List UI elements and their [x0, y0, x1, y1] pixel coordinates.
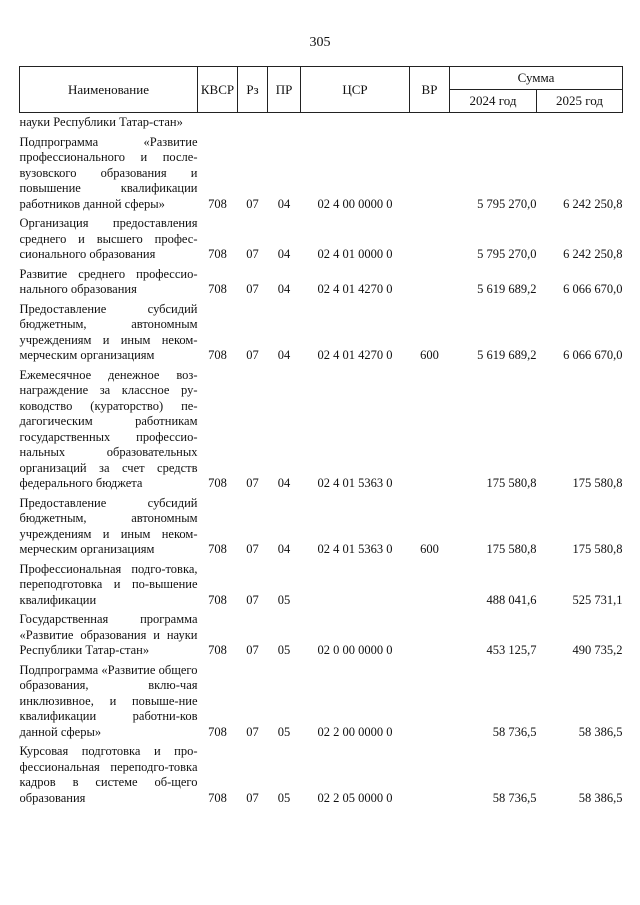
cell-amount-2024	[450, 113, 537, 135]
cell-kvsr: 708	[208, 724, 227, 739]
cell-rz: 07	[246, 592, 259, 607]
cell-kvsr	[198, 113, 238, 135]
header-kvsr: КВСР	[198, 67, 238, 113]
table-body	[20, 113, 623, 811]
cell-name: науки Республики Татар-стан»	[19, 115, 183, 129]
table-row	[20, 612, 623, 663]
table-row	[20, 267, 623, 302]
cell-rz: 07	[246, 724, 259, 739]
cell-csr: 02 4 01 0000 0	[317, 247, 393, 261]
cell-vr	[410, 113, 450, 135]
cell-amount-2024: 175 580,8	[486, 476, 537, 490]
header-year-2024: 2024 год	[450, 90, 537, 113]
header-pr: ПР	[268, 67, 301, 113]
cell-amount-2025: 175 580,8	[572, 476, 623, 490]
table-row	[20, 113, 623, 135]
cell-pr: 05	[277, 724, 291, 739]
cell-csr: 02 4 01 4270 0	[317, 348, 393, 362]
cell-pr: 04	[277, 196, 291, 211]
table-row	[20, 496, 623, 562]
cell-vr	[410, 562, 450, 613]
cell-csr	[301, 562, 410, 613]
cell-pr: 04	[277, 247, 291, 261]
cell-rz: 07	[246, 790, 259, 805]
cell-csr	[301, 113, 410, 135]
cell-pr: 05	[277, 643, 291, 657]
cell-csr: 02 4 01 5363 0	[317, 542, 393, 556]
cell-vr	[410, 368, 450, 496]
cell-vr: 600	[420, 542, 439, 556]
cell-rz	[238, 113, 268, 135]
cell-amount-2025: 6 242 250,8	[563, 196, 623, 211]
cell-amount-2024: 488 041,6	[486, 592, 537, 607]
cell-amount-2025: 6 242 250,8	[563, 247, 623, 261]
cell-kvsr: 708	[208, 348, 227, 362]
cell-csr: 02 4 01 4270 0	[317, 282, 393, 296]
table-row	[20, 216, 623, 267]
cell-kvsr: 708	[208, 476, 227, 490]
cell-amount-2025: 6 066 670,0	[563, 348, 623, 362]
cell-kvsr: 708	[208, 247, 227, 261]
cell-vr	[410, 135, 450, 217]
table-row	[20, 744, 623, 810]
cell-kvsr: 708	[208, 196, 227, 211]
header-sum: Сумма	[450, 67, 623, 90]
cell-pr: 05	[277, 592, 291, 607]
cell-vr	[410, 267, 450, 302]
cell-rz: 07	[246, 542, 259, 556]
cell-vr	[410, 744, 450, 810]
budget-table	[19, 66, 623, 810]
cell-rz: 07	[246, 476, 259, 490]
cell-amount-2025: 175 580,8	[572, 542, 623, 556]
cell-pr: 05	[277, 790, 291, 805]
cell-amount-2024: 58 736,5	[492, 790, 537, 805]
cell-csr: 02 2 00 0000 0	[317, 724, 393, 739]
cell-amount-2025	[537, 113, 623, 135]
cell-amount-2024: 5 619 689,2	[477, 348, 537, 362]
cell-name: Курсовая подготовка и про-фессиональная переподго-товка кадров в системе об-щего образования	[19, 744, 198, 805]
cell-kvsr: 708	[208, 592, 227, 607]
table-row	[20, 562, 623, 613]
cell-amount-2024: 5 795 270,0	[477, 247, 537, 261]
cell-amount-2025: 525 731,1	[572, 592, 623, 607]
cell-amount-2024: 5 795 270,0	[477, 196, 537, 211]
cell-amount-2024: 453 125,7	[486, 643, 537, 657]
cell-vr: 600	[420, 348, 439, 362]
cell-vr	[410, 663, 450, 745]
header-vr: ВР	[410, 67, 450, 113]
table-row	[20, 663, 623, 745]
page-number: 305	[309, 35, 331, 50]
header-year-2025: 2025 год	[537, 90, 623, 113]
table-row	[20, 135, 623, 217]
table-row	[20, 368, 623, 496]
cell-amount-2024: 5 619 689,2	[477, 282, 537, 296]
cell-pr: 04	[277, 282, 291, 296]
header-rz: Рз	[238, 67, 268, 113]
cell-name: Предоставление субсидий бюджетным, автономным учреждениям и иным неком-мерческим организациям	[19, 301, 198, 362]
cell-csr: 02 4 01 5363 0	[317, 476, 393, 490]
cell-name: Подпрограмма «Развитие профессионального и после-вузовского образования и повышение квалификации работников данной сферы»	[19, 134, 198, 211]
cell-amount-2024: 175 580,8	[486, 542, 537, 556]
cell-vr	[410, 612, 450, 663]
header-csr: ЦСР	[301, 67, 410, 113]
cell-pr	[268, 113, 301, 135]
cell-kvsr: 708	[208, 790, 227, 805]
cell-rz: 07	[246, 348, 259, 362]
cell-name: Ежемесячное денежное воз-награждение за классное ру-ководство (кураторство) пе-дагогическим работникам государственных профессио-нальных образовательных организаций за счет средств федерального бюджета	[19, 367, 198, 490]
cell-pr: 04	[277, 348, 291, 362]
header-name: Наименование	[20, 67, 198, 113]
cell-kvsr: 708	[208, 282, 227, 296]
cell-kvsr: 708	[208, 542, 227, 556]
cell-csr: 02 2 05 0000 0	[317, 790, 393, 805]
cell-amount-2025: 58 386,5	[578, 724, 623, 739]
cell-kvsr: 708	[208, 643, 227, 657]
cell-name: Развитие среднего профессио-нального образования	[19, 266, 198, 296]
cell-name: Подпрограмма «Развитие общего образования, вклю-чая инклюзивное, и повыше-ние квалификации работни-ков данной сферы»	[19, 662, 198, 739]
cell-name: Предоставление субсидий бюджетным, автономным учреждениям и иным неком-мерческим организациям	[19, 495, 198, 556]
cell-rz: 07	[246, 247, 259, 261]
cell-amount-2025: 58 386,5	[578, 790, 623, 805]
cell-csr: 02 4 00 0000 0	[317, 196, 393, 211]
cell-name: Профессиональная подго-товка, переподготовка и по-вышение квалификации	[19, 561, 198, 607]
cell-pr: 04	[277, 476, 291, 490]
cell-rz: 07	[246, 196, 259, 211]
cell-pr: 04	[277, 542, 291, 556]
cell-rz: 07	[246, 643, 259, 657]
cell-name: Государственная программа «Развитие образования и науки Республики Татар-стан»	[19, 612, 198, 657]
cell-vr	[410, 216, 450, 267]
cell-amount-2025: 6 066 670,0	[563, 282, 623, 296]
cell-rz: 07	[246, 282, 259, 296]
table-row	[20, 302, 623, 368]
cell-name: Организация предоставления среднего и высшего профес-сионального образования	[19, 216, 198, 261]
cell-amount-2024: 58 736,5	[492, 724, 537, 739]
cell-amount-2025: 490 735,2	[572, 643, 623, 657]
cell-csr: 02 0 00 0000 0	[317, 643, 393, 657]
